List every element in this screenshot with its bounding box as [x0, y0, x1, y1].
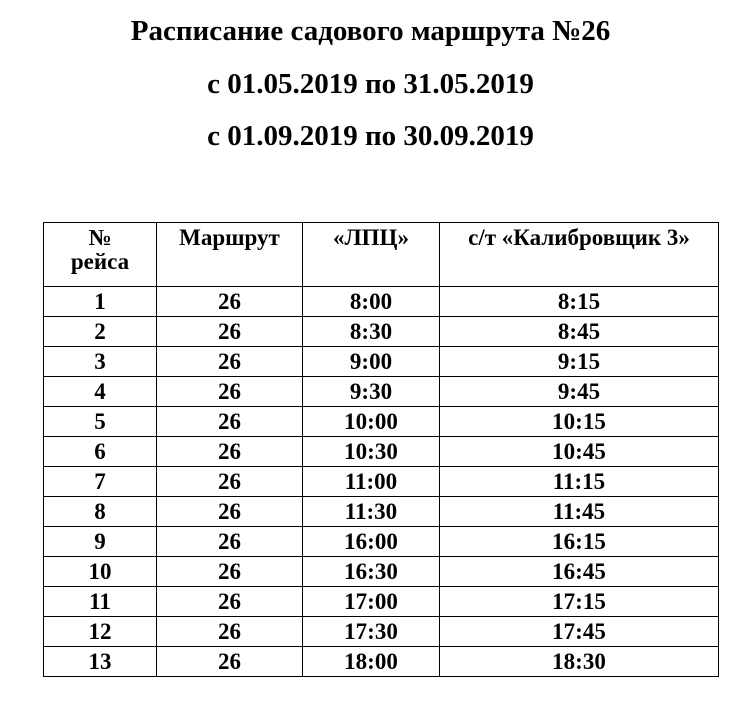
- cell-kalibrovshik-time: 9:15: [440, 347, 719, 377]
- cell-lpc-time: 11:30: [303, 497, 440, 527]
- cell-trip-number: 1: [44, 287, 157, 317]
- cell-lpc-time: 10:30: [303, 437, 440, 467]
- cell-route: 26: [157, 527, 303, 557]
- cell-lpc-time: 16:00: [303, 527, 440, 557]
- cell-trip-number: 2: [44, 317, 157, 347]
- cell-route: 26: [157, 377, 303, 407]
- cell-kalibrovshik-time: 17:15: [440, 587, 719, 617]
- table-row: [44, 347, 719, 377]
- cell-route: 26: [157, 557, 303, 587]
- cell-kalibrovshik-time: 17:45: [440, 617, 719, 647]
- cell-trip-number: 10: [44, 557, 157, 587]
- cell-trip-number: 9: [44, 527, 157, 557]
- cell-route: 26: [157, 587, 303, 617]
- header-kalibrovshik-stop: с/т «Калибровщик 3»: [440, 223, 719, 287]
- table-row: [44, 377, 719, 407]
- cell-trip-number: 12: [44, 617, 157, 647]
- table-row: [44, 407, 719, 437]
- cell-lpc-time: 18:00: [303, 647, 440, 677]
- table-row: [44, 527, 719, 557]
- cell-kalibrovshik-time: 8:15: [440, 287, 719, 317]
- period-september: с 01.09.2019 по 30.09.2019: [207, 120, 534, 152]
- cell-route: 26: [157, 347, 303, 377]
- cell-trip-number: 3: [44, 347, 157, 377]
- schedule-title: Расписание садового маршрута №26: [130, 15, 611, 47]
- header-lpc-stop: «ЛПЦ»: [303, 223, 440, 287]
- header-trip-number-label: рейса: [70, 249, 130, 274]
- table-header-row: [44, 223, 719, 287]
- cell-kalibrovshik-time: 11:15: [440, 467, 719, 497]
- table-row: [44, 287, 719, 317]
- cell-trip-number: 11: [44, 587, 157, 617]
- cell-route: 26: [157, 617, 303, 647]
- cell-trip-number: 13: [44, 647, 157, 677]
- cell-trip-number: 8: [44, 497, 157, 527]
- cell-lpc-time: 8:30: [303, 317, 440, 347]
- cell-lpc-time: 10:00: [303, 407, 440, 437]
- cell-route: 26: [157, 437, 303, 467]
- cell-kalibrovshik-time: 18:30: [440, 647, 719, 677]
- cell-kalibrovshik-time: 16:45: [440, 557, 719, 587]
- cell-trip-number: 7: [44, 467, 157, 497]
- cell-kalibrovshik-time: 8:45: [440, 317, 719, 347]
- cell-lpc-time: 17:00: [303, 587, 440, 617]
- schedule-table: [43, 222, 719, 677]
- cell-kalibrovshik-time: 9:45: [440, 377, 719, 407]
- table-row: [44, 617, 719, 647]
- table-row: [44, 587, 719, 617]
- table-row: [44, 317, 719, 347]
- period-may: с 01.05.2019 по 31.05.2019: [207, 68, 534, 100]
- cell-route: 26: [157, 647, 303, 677]
- cell-route: 26: [157, 467, 303, 497]
- cell-trip-number: 4: [44, 377, 157, 407]
- cell-lpc-time: 9:00: [303, 347, 440, 377]
- cell-lpc-time: 9:30: [303, 377, 440, 407]
- cell-trip-number: 6: [44, 437, 157, 467]
- table-row: [44, 497, 719, 527]
- cell-route: 26: [157, 407, 303, 437]
- header-trip-number-symbol: №: [88, 225, 112, 250]
- cell-lpc-time: 11:00: [303, 467, 440, 497]
- cell-kalibrovshik-time: 11:45: [440, 497, 719, 527]
- cell-kalibrovshik-time: 10:45: [440, 437, 719, 467]
- cell-route: 26: [157, 287, 303, 317]
- cell-kalibrovshik-time: 16:15: [440, 527, 719, 557]
- table-row: [44, 647, 719, 677]
- table-row: [44, 467, 719, 497]
- cell-route: 26: [157, 497, 303, 527]
- table-row: [44, 557, 719, 587]
- table-row: [44, 437, 719, 467]
- cell-kalibrovshik-time: 10:15: [440, 407, 719, 437]
- header-route: Маршрут: [157, 223, 303, 287]
- cell-lpc-time: 8:00: [303, 287, 440, 317]
- cell-trip-number: 5: [44, 407, 157, 437]
- cell-route: 26: [157, 317, 303, 347]
- header-trip-number: [44, 223, 157, 287]
- cell-lpc-time: 17:30: [303, 617, 440, 647]
- cell-lpc-time: 16:30: [303, 557, 440, 587]
